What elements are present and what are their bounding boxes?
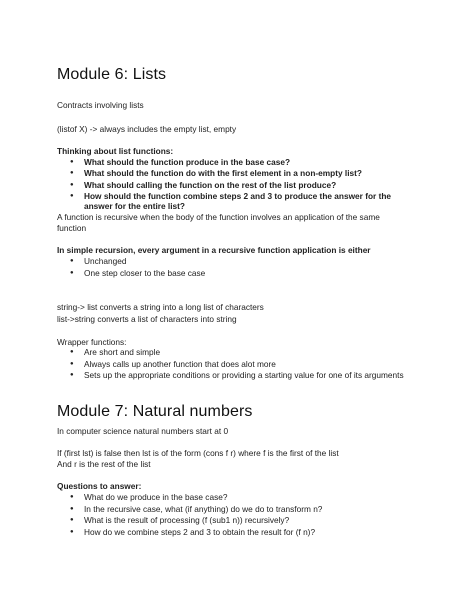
- listof-text: (listof X) -> always includes the empty list, empty: [57, 124, 237, 134]
- cons-line1: If (first lst) is false then lst is of the form (cons f r) where f is the first of the list: [57, 448, 339, 458]
- module7-title: Module 7: Natural numbers: [57, 403, 253, 420]
- simple-recursion-list: [57, 256, 205, 279]
- recursive-definition-line1: A function is recursive when the body of the function involves an application of the same: [57, 212, 380, 222]
- list-item: ● What should the function produce in the base case?: [57, 157, 391, 168]
- cons-line2: And r is the rest of the list: [57, 459, 151, 469]
- list-item: ● In the recursive case, what (if anything) do we do to transform n?: [57, 504, 322, 516]
- questions-list: [57, 492, 322, 538]
- thinking-heading: Thinking about list functions:: [57, 146, 174, 156]
- contracts-text: Contracts involving lists: [57, 100, 144, 110]
- list-item: ● What should calling the function on the rest of the list produce?: [57, 180, 391, 191]
- thinking-item-continuation: answer for the entire list?: [84, 201, 185, 211]
- module6-title: Module 6: Lists: [57, 66, 167, 83]
- list-item: ● Sets up the appropriate conditions or providing a starting value for one of its arguments: [57, 370, 404, 382]
- list-item: ● How should the function combine steps 2 and 3 to produce the answer for the: [57, 191, 391, 202]
- simple-recursion-heading: In simple recursion, every argument in a recursive function application is either: [57, 245, 371, 255]
- string-to-list-text: string-> list converts a string into a long list of characters: [57, 302, 264, 312]
- natural-numbers-intro: In computer science natural numbers start at 0: [57, 426, 229, 436]
- list-item: ● Always calls up another function that does alot more: [57, 359, 404, 371]
- wrapper-list: [57, 347, 404, 382]
- wrapper-heading: Wrapper functions:: [57, 337, 127, 347]
- list-to-string-text: list->string converts a list of characters into string: [57, 314, 237, 324]
- list-item: ● What do we produce in the base case?: [57, 492, 322, 504]
- list-item: ● What should the function do with the first element in a non-empty list?: [57, 168, 391, 179]
- list-item: ● Are short and simple: [57, 347, 404, 359]
- thinking-list: [57, 157, 391, 202]
- list-item: ● What is the result of processing (f (sub1 n)) recursively?: [57, 515, 322, 527]
- list-item: ● How do we combine steps 2 and 3 to obtain the result for (f n)?: [57, 527, 322, 539]
- list-item: ● One step closer to the base case: [57, 268, 205, 280]
- questions-heading: Questions to answer:: [57, 481, 142, 491]
- list-item: ● Unchanged: [57, 256, 205, 268]
- recursive-definition-line2: function: [57, 223, 87, 233]
